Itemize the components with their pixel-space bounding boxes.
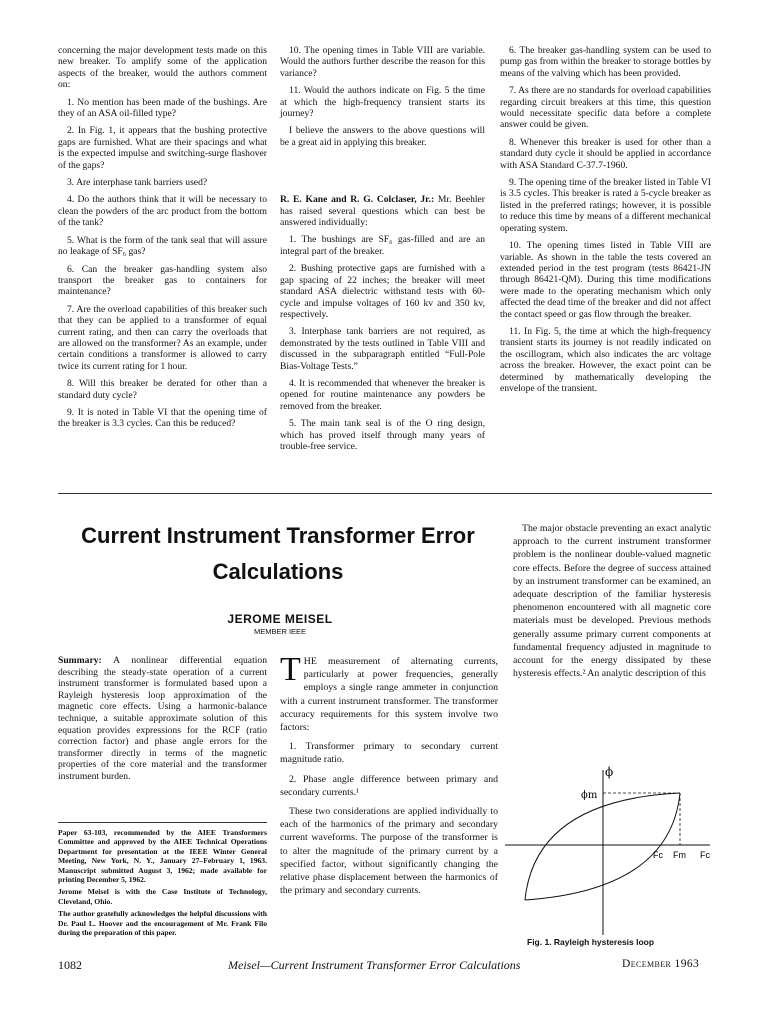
paragraph: 5. The main tank seal is of the O ring design, which has proved itself through many years of trouble-free service. xyxy=(280,418,485,452)
paragraph: 1. The bushings are SF₆ gas-filled and are an integral part of the breaker. xyxy=(280,234,485,257)
reply-intro xyxy=(280,194,485,228)
fc-label: Fc xyxy=(653,850,663,860)
paragraph: 7. Are the overload capabilities of this breaker such that they can be applied to a transformer of equal current rating, and then can carry the overloads that are allowed on the transformer? As an example, under certain conditions a transformer is allowed to carry twice its current rating for 1 hour. xyxy=(58,303,267,372)
reply-authors: R. E. Kane and R. G. Colclaser, Jr.: xyxy=(280,194,435,206)
paragraph: 4. It is recommended that whenever the breaker is opened for routine maintenance any powders be removed from the breaker. xyxy=(280,377,485,412)
fc-axis-label: Fc xyxy=(700,850,710,860)
paragraph: 2. In Fig. 1, it appears that the bushing protective gaps are furnished. What are their spacings and what is the expected impulse and switching-surge flashover of the gaps? xyxy=(58,125,267,171)
intro-column xyxy=(280,651,498,903)
reply-lead: Mr. Beehler has raised several questions which can best be answered individually: xyxy=(280,194,485,229)
author-membership: MEMBER IEEE xyxy=(253,627,307,636)
paragraph: 1. No mention has been made of the bushings. Are they of an ASA oil-filled type? xyxy=(58,96,267,120)
drop-cap: T xyxy=(280,651,301,688)
right-column xyxy=(513,522,711,680)
footnote: Paper 63-103, recommended by the AIEE Transformers Committee and approved by the AIEE Technical Operations Department for presentation at the IEEE Winter General Meeting, New York, N. Y., January 27–February 1, 1963. Manuscript submitted August 3, 1962; made available for printing December 5, 1962. xyxy=(58,828,267,885)
paragraph: 2. Bushing protective gaps are furnished with a gap spacing of 22 inches; the breaker will meet standard ASA dielectric withstand tests with 60-cycle and impulse voltages of 160 kv and 350 kv, respectively. xyxy=(280,263,485,320)
issue-date: December 1963 xyxy=(622,958,700,970)
footnote: Jerome Meisel is with the Case Institute of Technology, Cleveland, Ohio. xyxy=(58,887,267,906)
paragraph: 4. Do the authors think that it will be necessary to clean the powders of the arc product from the bottom of the tank? xyxy=(58,194,267,229)
paragraph: The major obstacle preventing an exact analytic approach to the current instrument transformer problem is the nonlinear double-valued magnetic core effects. Before the degree of success attained by an instrument transformer can be examined, an adequate description of the familiar hysteresis phenomenon encountered with all magnetic core materials must be developed. Previous methods generally assume primary current components at fundamental frequency adjusted in magnitude to account for the energy dissipated by these hysteresis effects.² An analytic description of this xyxy=(513,523,711,680)
intro-text: HE measurement of alternating currents, particularly at power frequencies, generally employs a single range ammeter in conjunction with a current instrument transformer. The transformer accuracy requirements for this system involve two factors: xyxy=(280,656,498,734)
paragraph: 11. In Fig. 5, the time at which the high-frequency transient starts its journey is not readily indicated on the oscillogram, which also indicates the arc voltage across the breaker. However, the exact point can be determined by mathematically developing the envelope of the transient. xyxy=(500,325,711,394)
figure-caption: Fig. 1. Rayleigh hysteresis loop xyxy=(527,937,655,947)
paragraph: 7. As there are no standards for overload capabilities regarding circuit breakers at this time, this question would necessitate specific data before a complete answer could be given. xyxy=(500,85,711,131)
paragraph: I believe the answers to the above questions will be a great aid in applying this breaker. xyxy=(280,125,485,148)
discussion-column-3 xyxy=(500,45,711,400)
discussion-column-2 xyxy=(280,45,485,458)
summary-label: Summary: xyxy=(58,655,102,666)
article-title xyxy=(58,518,498,590)
discussion-column-1 xyxy=(58,45,267,436)
list-item: 2. Phase angle difference between primary and secondary currents.¹ xyxy=(280,773,498,798)
phi-label: ϕ xyxy=(605,765,614,779)
running-title: Meisel—Current Instrument Transformer Error Calculations xyxy=(228,958,521,972)
paragraph: 3. Interphase tank barriers are not required, as demonstrated by the tests outlined in Table VIII and discussed in the subparagraph entitled “Full-Pole Bias-Voltage Tests.” xyxy=(280,326,485,372)
summary xyxy=(58,655,267,783)
title-line-2: Calculations xyxy=(212,559,344,584)
paragraph: 5. What is the form of the tank seal that will assure no leakage of SF₆ gas? xyxy=(58,234,267,258)
phim-label: ϕm xyxy=(581,790,598,801)
summary-text: A nonlinear differential equation describing the steady-state operation of a current instrument transformer is formulated based upon a Rayleigh hysteresis loop approximation of the magnetic core effects. Using a harmonic-balance technique, a suitable approximate solution of this equation provides expressions for the RCF (ratio correction factor) and phase angle errors for the transformer directly in terms of the magnetic properties of the core material and the transformer instrument burden. xyxy=(58,655,267,782)
footnote-divider xyxy=(58,822,267,823)
paragraph: 3. Are interphase tank barriers used? xyxy=(67,177,208,189)
page-number: 1082 xyxy=(58,958,82,972)
list-item: 1. Transformer primary to secondary current magnitude ratio. xyxy=(280,741,498,766)
paragraph: These two considerations are applied individually to each of the harmonics of the primary and secondary current waveforms. The purpose of the transformer is to alter the magnitude of the primary current by a specified factor, without significantly changing the relative phase displacement between the harmonics of the primary and secondary currents. xyxy=(280,806,498,897)
title-line-1: Current Instrument Transformer Error xyxy=(81,523,475,548)
footnotes xyxy=(58,828,267,940)
hysteresis-loop-figure xyxy=(505,760,715,940)
author-name: JEROME MEISEL xyxy=(227,612,333,626)
paragraph: 8. Will this breaker be derated for other than a standard duty cycle? xyxy=(58,378,267,401)
paragraph: 10. The opening times in Table VIII are variable. Would the authors further describe the reason for this variance? xyxy=(280,45,485,79)
paragraph: 11. Would the authors indicate on Fig. 5 the time at which the high-frequency transient starts its journey? xyxy=(280,85,485,120)
footnote: The author gratefully acknowledges the helpful discussions with Dr. Paul L. Hoover and the encouragement of Mr. Frank Filo during the preparation of this paper. xyxy=(58,909,267,938)
paragraph: concerning the major development tests made on this new breaker. To amplify some of the application aspects of the breaker, would the authors comment on: xyxy=(58,45,267,91)
paragraph: 9. It is noted in Table VI that the opening time of the breaker is 3.3 cycles. Can this be reduced? xyxy=(58,406,267,430)
paragraph: 10. The opening times listed in Table VIII are variable. As shown in the table the tests covered an extended period in the test program (tests 86421-JN through 86421-QM). During this time modifications were made to the operating mechanism which only affected the dead time of the breaker and did not affect the contact speed or gas flow through the breaker. xyxy=(500,240,711,320)
section-divider xyxy=(58,493,712,494)
fm-label: Fm xyxy=(673,850,686,860)
paragraph: 9. The opening time of the breaker listed in Table VI is 3.5 cycles. This breaker is rated a 5-cycle breaker as listed in the preferred ratings; however, it is possible to reduce this time by means of a different mechanical operating system. xyxy=(500,177,711,234)
paragraph: 6. The breaker gas-handling system can be used to pump gas from within the breaker to storage bottles by means of the valving which has been provided. xyxy=(500,45,711,79)
paragraph: 6. Can the breaker gas-handling system also transport the breaker gas to containers for maintenance? xyxy=(58,263,267,298)
intro-paragraph xyxy=(280,651,498,734)
paragraph: 8. Whenever this breaker is used for other than a standard duty cycle it should be applied in accordance with ASA Standard C-37.7-1960. xyxy=(500,136,711,171)
